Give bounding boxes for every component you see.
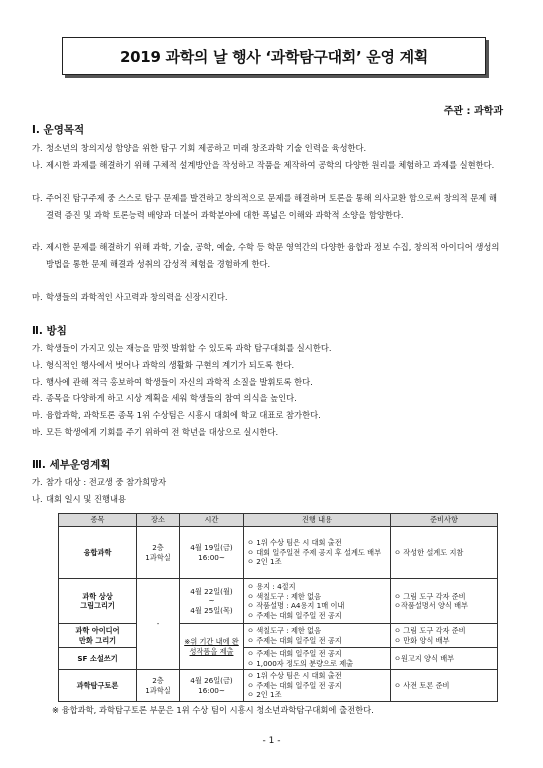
item-marker: 나. — [32, 160, 43, 170]
page-number: - 1 - — [262, 736, 281, 746]
item-text: 청소년의 창의지성 함양을 위한 탐구 기회 제공하고 미래 창조과학 기술 인력을 육성한다. — [46, 143, 367, 153]
content-cell — [244, 624, 391, 648]
event-cell: SF 소설쓰기 — [59, 648, 137, 670]
content-line: ㅇ 2인 1조 — [247, 557, 282, 567]
content-cell — [244, 670, 391, 702]
purpose-item — [32, 190, 502, 223]
place-line: 2층 — [152, 676, 164, 685]
content-line: ㅇ 작품설명 : A4용지 1매 이내 — [247, 601, 345, 610]
policy-item — [32, 357, 502, 374]
header-time: 시간 — [180, 514, 244, 527]
event-cell — [59, 624, 137, 648]
item-marker: 다. — [32, 377, 43, 387]
detail-item — [32, 474, 502, 491]
detail-item — [32, 491, 502, 508]
prep-cell — [391, 648, 498, 670]
header-event: 종목 — [59, 514, 137, 527]
event-line: 과학 상상 — [82, 591, 113, 601]
table-header-row — [59, 514, 498, 527]
item-marker: 나. — [32, 494, 43, 504]
event-line: 과학 아이디어 — [75, 626, 120, 635]
item-marker: 마. — [32, 410, 43, 420]
item-text: 학생들의 과학적인 사고력과 창의력을 신장시킨다. — [46, 292, 228, 302]
prep-cell — [391, 624, 498, 648]
content-cell — [244, 579, 391, 624]
item-text: 형식적인 행사에서 벗어나 과학의 생활화 구현의 계기가 되도록 한다. — [46, 360, 295, 370]
section-heading-detail: Ⅲ. 세부운영계획 — [32, 459, 111, 471]
item-text: 주어진 탐구주제 중 스스로 탐구 문제를 발견하고 창의적으로 문제를 해결하며 토론을 통해 의사교환 함으로써 창의적 문제 해결력 증진 및 과학 토론능력 배양과 더불어 과학분야에 대한 폭넓은 이해와 과학적 소양을 함양한다. — [46, 193, 497, 220]
place-line: 2층 — [152, 543, 164, 552]
item-marker: 나. — [32, 360, 43, 370]
place-line: 1과학실 — [145, 552, 171, 562]
item-text: 대회 일시 및 진행내용 — [46, 494, 127, 504]
prep-line: ㅇ작품설명서 양식 배부 — [394, 601, 469, 610]
item-marker: 가. — [32, 343, 43, 353]
time-line: 4월 22일(월) — [190, 586, 233, 596]
time-cell — [180, 527, 244, 579]
content-line: ㅇ 1,000자 정도의 분량으로 제출 — [247, 658, 354, 668]
table-row — [59, 579, 498, 624]
table-row — [59, 624, 498, 648]
content-line: ㅇ 색칠도구 : 제한 없음 — [247, 591, 322, 601]
prep-line: ㅇ 사전 토론 준비 — [394, 680, 450, 690]
item-text: 학생들이 가지고 있는 재능을 맘껏 발휘할 수 있도록 과학 탐구대회를 실시한다. — [46, 343, 332, 353]
table-row — [59, 670, 498, 702]
item-text: 제시한 과제를 해결하기 위해 구체적 설계방안을 작성하고 작품을 제작하여 공학의 다양한 원리를 체험하고 과제를 실현한다. — [46, 160, 495, 170]
content-line: ㅇ 2인 1조 — [247, 690, 282, 700]
item-marker: 바. — [32, 427, 43, 437]
document-title-box — [62, 37, 486, 75]
content-line: ㅇ 1위 수상 팀은 시 대회 출전 — [247, 671, 342, 681]
time-note-cell: ※위 기간 내에 완성작품을 제출 — [180, 624, 244, 670]
item-marker: 다. — [32, 193, 43, 203]
content-line: ㅇ 주제는 대회 일주일 전 공지 — [247, 610, 342, 620]
content-line: ㅇ 대회 일주일전 주제 공지 후 설계도 배부 — [247, 547, 382, 557]
item-text: 참가 대상 : 전교생 중 참가희망자 — [46, 477, 167, 487]
event-line: 만화 그리기 — [78, 635, 117, 645]
time-line: ~ — [208, 596, 215, 606]
prep-cell — [391, 527, 498, 579]
item-text: 종목을 다양하게 하고 시상 계획을 세워 학생들의 참여 의식을 높인다. — [46, 393, 297, 403]
table-row — [59, 648, 498, 670]
content-cell — [244, 648, 391, 670]
content-line: ㅇ 1위 수상 팀은 시 대회 출전 — [247, 538, 342, 548]
table-row — [59, 527, 498, 579]
policy-item — [32, 424, 502, 441]
prep-cell — [391, 670, 498, 702]
event-cell: 융합과학 — [59, 527, 137, 579]
header-prep: 준비사항 — [391, 514, 498, 527]
item-marker: 가. — [32, 477, 43, 487]
prep-line: ㅇ 만화 양식 배부 — [394, 635, 450, 645]
event-cell — [59, 579, 137, 624]
purpose-item — [32, 239, 502, 272]
content-line: ㅇ 주제는 대회 일주일 전 공지 — [247, 680, 342, 690]
item-text: 제시한 문제를 해결하기 위해 과학, 기술, 공학, 예술, 수학 등 학문 영역간의 다양한 융합과 정보 수집, 창의적 아이디어 생성의 방법을 통한 문제 해결과 성취의 감성적 체험을 경험하게 한다. — [46, 242, 500, 269]
prep-line: ㅇ 그림 도구 각자 준비 — [394, 626, 466, 635]
prep-cell — [391, 579, 498, 624]
item-marker: 마. — [32, 292, 43, 302]
time-line: 16:00~ — [198, 552, 225, 562]
prep-line: ㅇ 작성한 설계도 지참 — [394, 547, 464, 557]
section-heading-purpose: Ⅰ. 운영목적 — [32, 124, 85, 136]
policy-item — [32, 340, 502, 357]
item-marker: 라. — [32, 242, 43, 252]
policy-item — [32, 374, 502, 391]
place-cell — [137, 670, 180, 702]
item-text: 모든 학생에게 기회를 주기 위하여 전 학년을 대상으로 실시한다. — [46, 427, 279, 437]
place-cell — [137, 527, 180, 579]
purpose-item — [32, 140, 502, 157]
item-marker: 라. — [32, 393, 43, 403]
time-line: 4월 26일(금) — [190, 676, 233, 685]
prep-line: ㅇ 그림 도구 각자 준비 — [394, 591, 466, 601]
time-cell — [180, 670, 244, 702]
policy-item — [32, 407, 502, 424]
content-line: ㅇ 주제는 대회 일주일 전 공지 — [247, 649, 342, 658]
item-text: 융합과학, 과학토론 종목 1위 수상팀은 시흥시 대회에 학교 대표로 참가한다. — [46, 410, 321, 420]
time-line: 16:00~ — [198, 685, 225, 695]
policy-item — [32, 390, 502, 407]
prep-line: ㅇ원고지 양식 배부 — [394, 653, 455, 663]
header-place: 장소 — [137, 514, 180, 527]
purpose-item — [32, 289, 502, 306]
item-text: 행사에 관해 적극 홍보하여 학생들이 자신의 과학적 소질을 발휘토록 한다. — [46, 377, 313, 387]
content-line: ㅇ 주제는 대회 일주일 전 공지 — [247, 635, 342, 645]
event-line: 그림그리기 — [80, 601, 115, 610]
footnote: ※ 융합과학, 과학탐구토론 부문은 1위 수상 팀이 시흥시 청소년과학탐구대회에 출전한다. — [52, 705, 374, 715]
section-heading-policy: Ⅱ. 방침 — [32, 325, 67, 337]
schedule-table — [58, 513, 498, 702]
content-line: ㅇ 색칠도구 : 제한 없음 — [247, 626, 322, 635]
place-cell: - — [137, 579, 180, 670]
purpose-item — [32, 157, 502, 174]
event-cell: 과학탐구토론 — [59, 670, 137, 702]
time-line: 4월 19일(금) — [190, 543, 233, 552]
header-content: 진행 내용 — [244, 514, 391, 527]
time-cell — [180, 579, 244, 624]
place-line: 1과학실 — [145, 685, 171, 695]
time-line: 4월 25일(목) — [190, 605, 233, 615]
document-title: 2019 과학의 날 행사 ‘과학탐구대회’ 운영 계획 — [120, 47, 428, 66]
content-line: ㅇ 용지 : 4절지 — [247, 582, 296, 591]
item-marker: 가. — [32, 143, 43, 153]
content-cell — [244, 527, 391, 579]
host-label: 주관 : 과학과 — [443, 106, 503, 117]
